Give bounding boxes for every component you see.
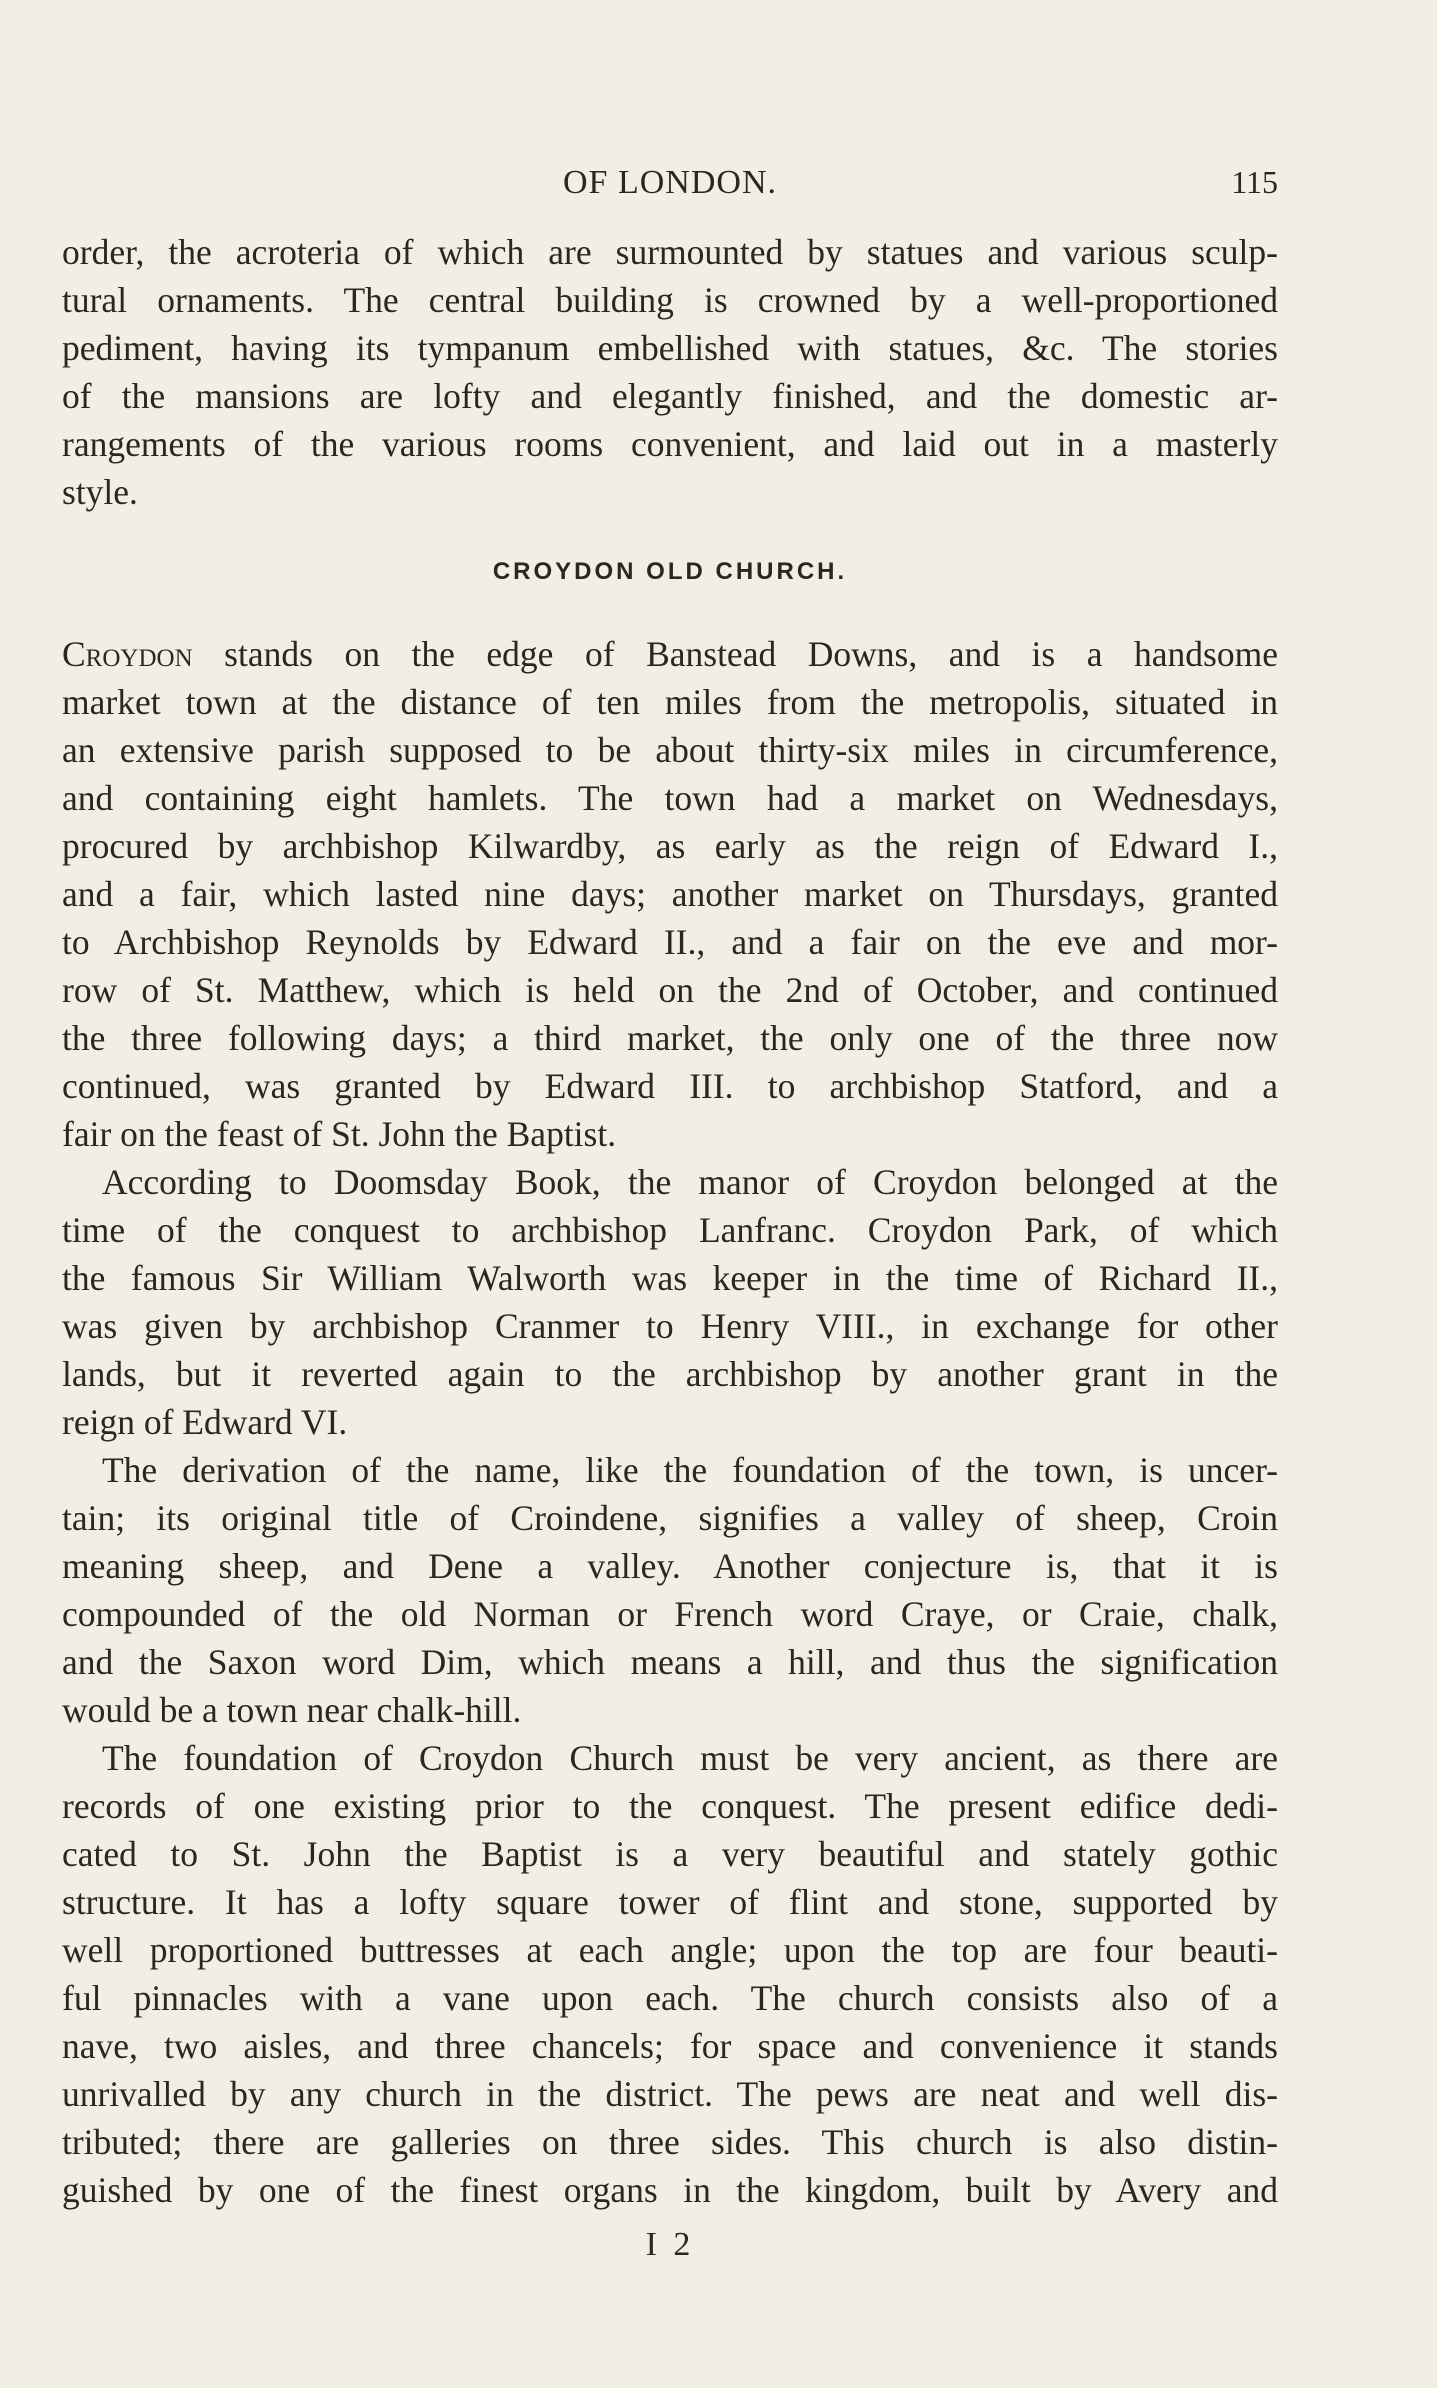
text-line: rangements of the various rooms convenient, and laid out in a masterly [62,424,1278,464]
intro-paragraph [62,228,1278,516]
text-line: unrivalled by any church in the district. The pews are neat and well dis- [62,2074,1278,2114]
text-line: and the Saxon word Dim, which means a hill, and thus the signification [62,1642,1278,1682]
text-line: tributed; there are galleries on three sides. This church is also distin- [62,2122,1278,2162]
text-line: to Archbishop Reynolds by Edward II., and a fair on the eve and mor- [62,922,1278,962]
text-line: time of the conquest to archbishop Lanfranc. Croydon Park, of which [62,1210,1278,1250]
text-line: records of one existing prior to the conquest. The present edifice dedi- [62,1786,1278,1826]
text-line: pediment, having its tympanum embellished with statues, &c. The stories [62,328,1278,368]
signature-mark: I 2 [645,2226,695,2263]
text-line: ful pinnacles with a vane upon each. The church consists also of a [62,1978,1278,2018]
paragraph-first-line [62,630,1278,678]
text-line: nave, two aisles, and three chancels; for space and convenience it stands [62,2026,1278,2066]
text-line: market town at the distance of ten miles from the metropolis, situated in [62,682,1278,722]
text-line: well proportioned buttresses at each angle; upon the top are four beauti- [62,1930,1278,1970]
text-line: reign of Edward VI. [62,1402,348,1442]
text-line: tain; its original title of Croindene, signifies a valley of sheep, Croin [62,1498,1278,1538]
page-number: 115 [1231,164,1278,200]
text-line: fair on the feast of St. John the Baptist. [62,1114,617,1154]
text-line: guished by one of the finest organs in the kingdom, built by Avery and [62,2170,1278,2210]
text-line: was given by archbishop Cranmer to Henry VIII., in exchange for other [62,1306,1278,1346]
text-line: compounded of the old Norman or French word Craye, or Craie, chalk, [62,1594,1278,1634]
text-line: procured by archbishop Kilwardby, as early as the reign of Edward I., [62,826,1278,866]
text-line: and a fair, which lasted nine days; another market on Thursdays, granted [62,874,1278,914]
text-line: lands, but it reverted again to the archbishop by another grant in the [62,1354,1278,1394]
first-line-rest: stands on the edge of Banstead Downs, and is a handsome [192,634,1278,674]
text-line: style. [62,472,138,512]
text-line: row of St. Matthew, which is held on the 2nd of October, and continued [62,970,1278,1010]
main-text [62,630,1278,2214]
text-line: would be a town near chalk-hill. [62,1690,522,1730]
page-header [62,160,1278,208]
lead-word: Croydon [62,634,193,674]
text-line: tural ornaments. The central building is crowned by a well-proportioned [62,280,1278,320]
text-line: the famous Sir William Walworth was keeper in the time of Richard II., [62,1258,1278,1298]
text-line: The foundation of Croydon Church must be very ancient, as there are [102,1738,1278,1778]
text-line: structure. It has a lofty square tower of flint and stone, supported by [62,1882,1278,1922]
text-line: cated to St. John the Baptist is a very beautiful and stately gothic [62,1834,1278,1874]
text-line: and containing eight hamlets. The town had a market on Wednesdays, [62,778,1278,818]
text-line: According to Doomsday Book, the manor of Croydon belonged at the [102,1162,1278,1202]
section-heading: CROYDON OLD CHURCH. [492,558,848,585]
text-line: the three following days; a third market, the only one of the three now [62,1018,1278,1058]
text-line: order, the acroteria of which are surmounted by statues and various sculp- [62,232,1278,272]
running-title: OF LONDON. [563,164,777,201]
text-line: of the mansions are lofty and elegantly finished, and the domestic ar- [62,376,1278,416]
text-line: meaning sheep, and Dene a valley. Another conjecture is, that it is [62,1546,1278,1586]
text-line: an extensive parish supposed to be about thirty-six miles in circumference, [62,730,1278,770]
text-line: continued, was granted by Edward III. to archbishop Statford, and a [62,1066,1278,1106]
text-line: The derivation of the name, like the foundation of the town, is uncer- [102,1450,1278,1490]
